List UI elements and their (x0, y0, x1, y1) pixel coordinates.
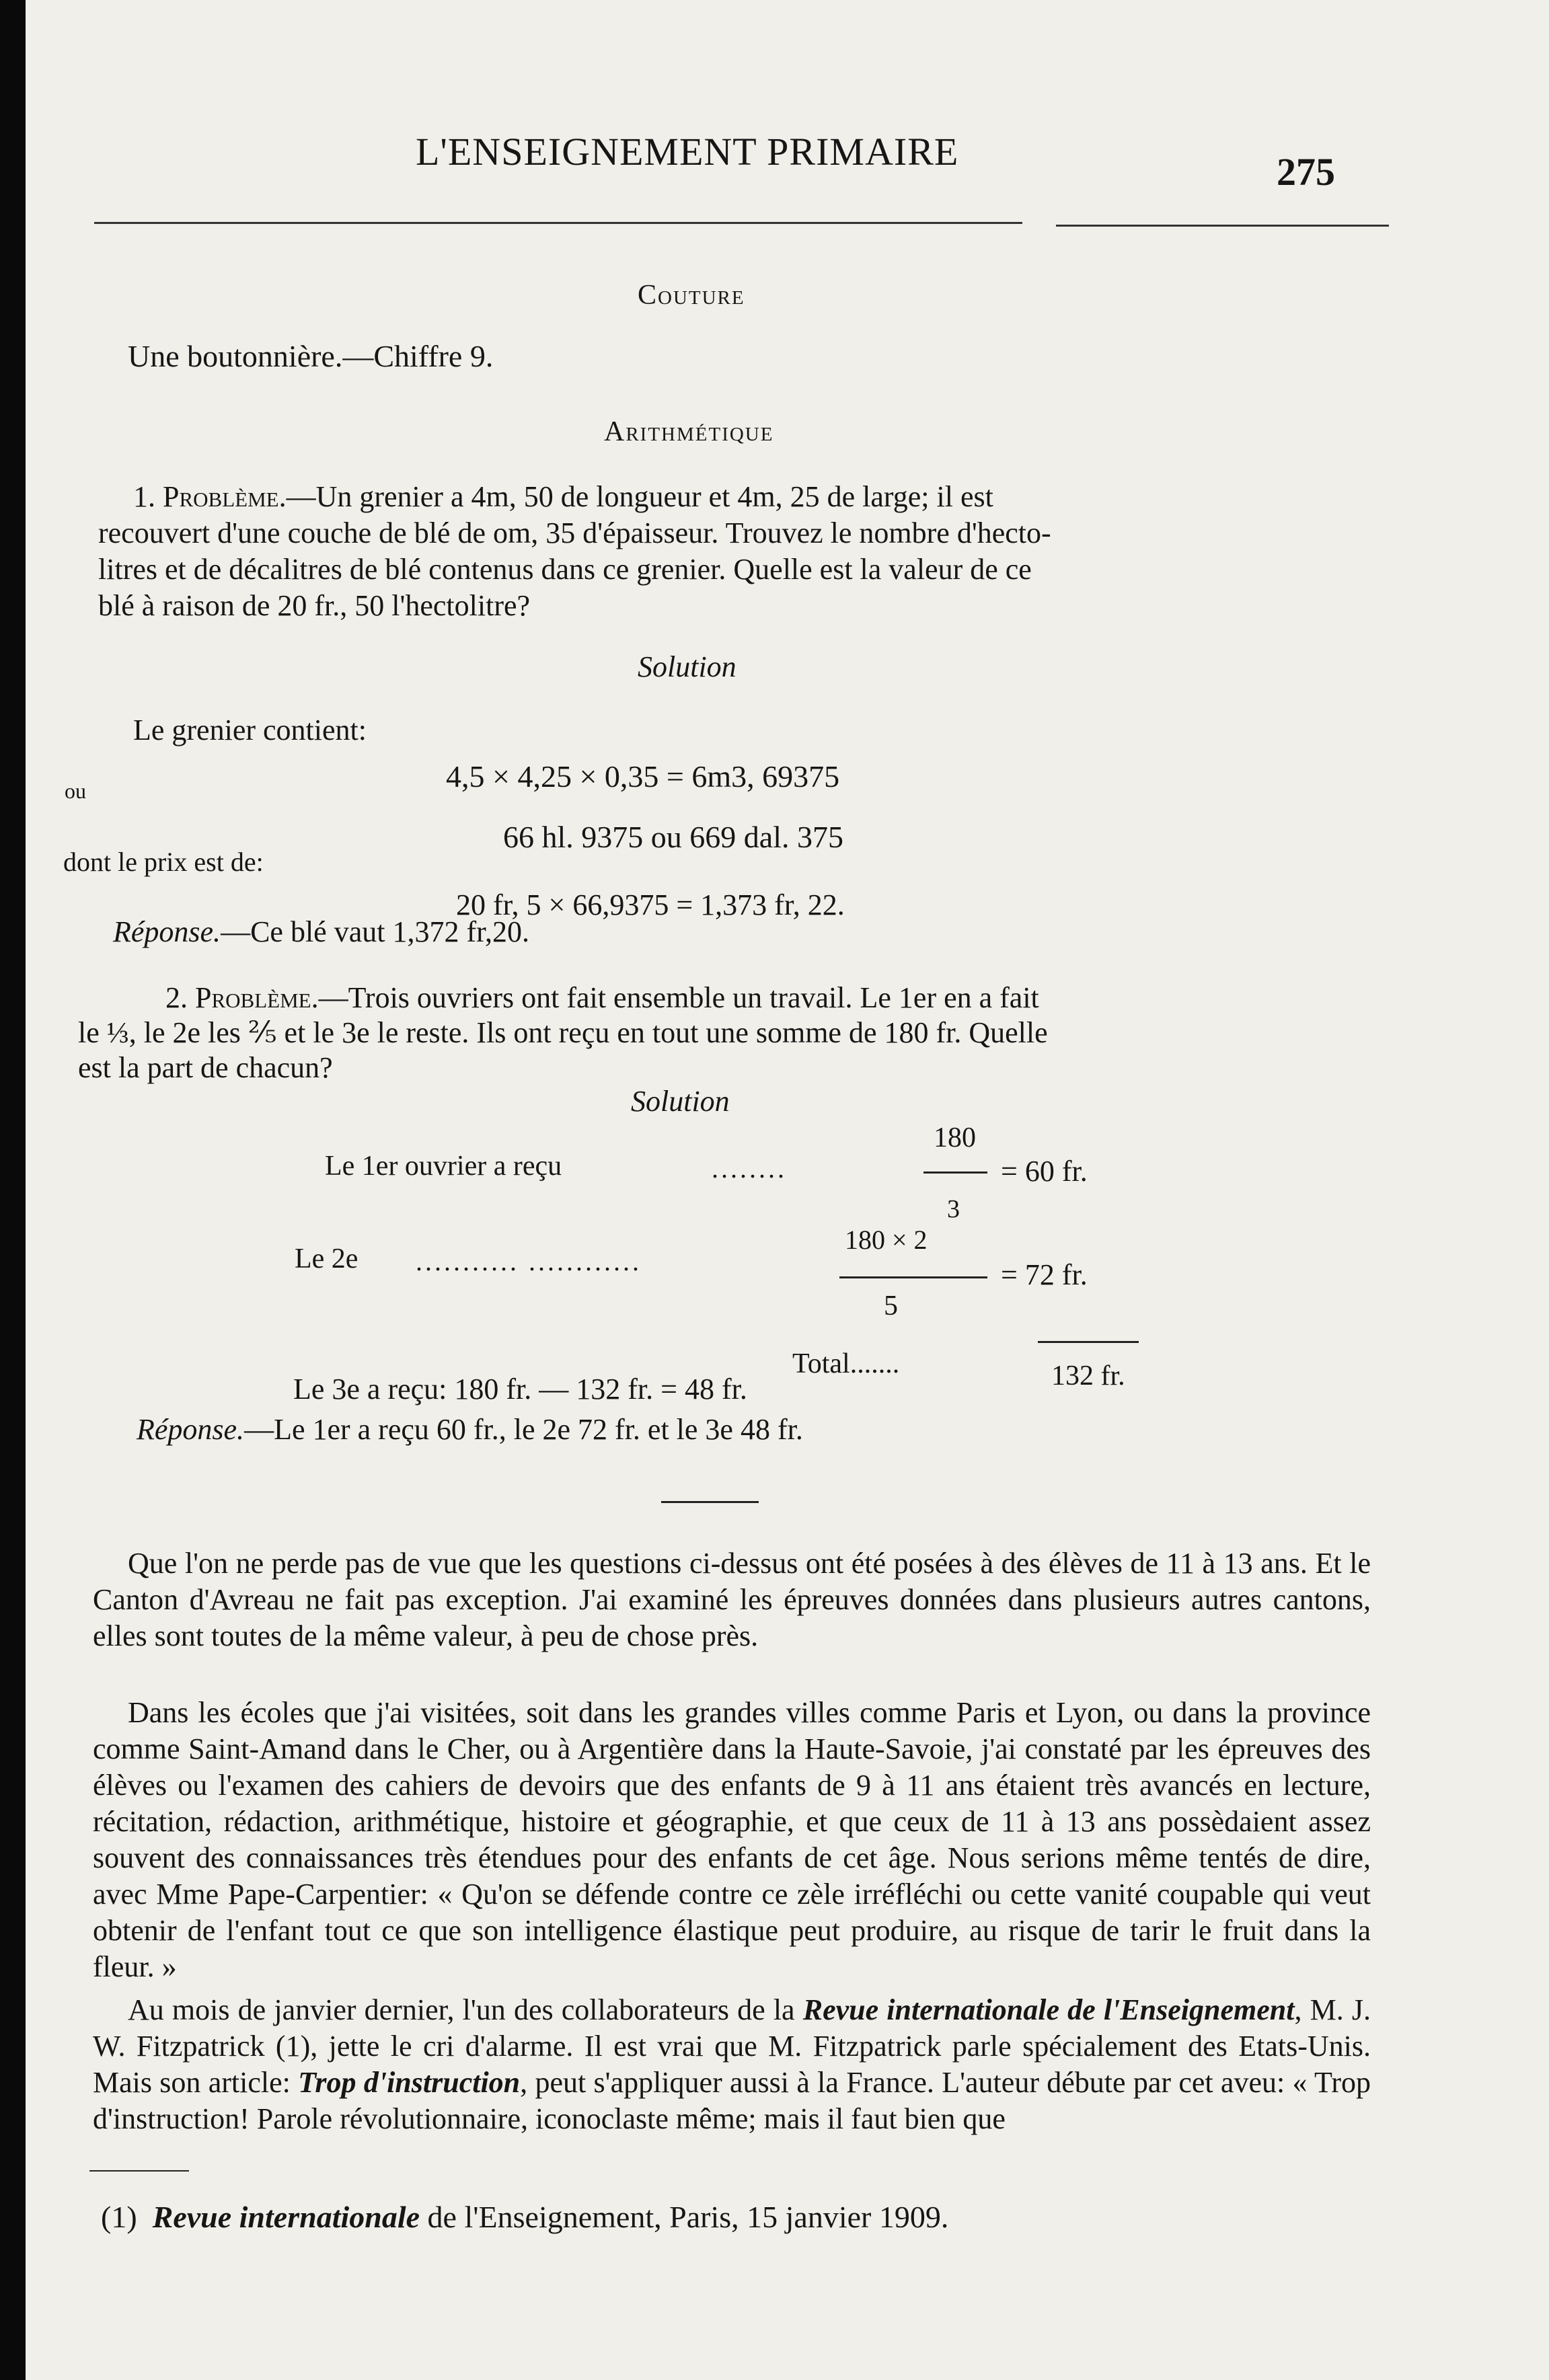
essay-paragraph-1: Que l'on ne perde pas de vue que les questions ci-dessus ont été posées à des élèves de 11 à 13 ans. Et le Canton d'Avreau ne fait pas exception. J'ai examiné les épreuves données dans plusieurs autres cantons, elles sont toutes de la même valeur, à peu de chose près. (93, 1547, 1371, 1652)
grenier-label: Le grenier contient: (133, 714, 367, 746)
couture-text: Une boutonnière.—Chiffre 9. (128, 339, 494, 373)
ou-label: ou (65, 779, 86, 803)
essay-text: , M. J. W. Fitzpatrick (1), jette le cri d'alarme. Il est vrai que M. Fitzpatrick parle spécialement des Etats-Unis. Mais son article: (93, 1993, 1371, 2099)
footnote-journal: Revue internationale (152, 2200, 420, 2234)
sum-rule (1038, 1341, 1139, 1343)
article-title: Trop d'instruction (298, 2066, 521, 2099)
fraction-bar (839, 1276, 987, 1278)
section-heading-couture: Couture (638, 280, 745, 311)
reponse-label: Réponse. (113, 915, 221, 948)
prix-label: dont le prix est de: (63, 847, 264, 877)
equation-capacity: 66 hl. 9375 ou 669 dal. 375 (503, 820, 843, 854)
problem-line: —Un grenier a 4m, 50 de longueur et 4m, 25 de large; il est (286, 480, 993, 513)
equation-volume: 4,5 × 4,25 × 0,35 = 6m3, 69375 (446, 759, 840, 794)
fraction-2-result: = 72 fr. (1001, 1258, 1088, 1291)
reponse-1 (113, 915, 529, 949)
header-rule-short (1056, 225, 1389, 227)
fraction-1-numerator: 180 (934, 1122, 976, 1153)
problem-line: recouvert d'une couche de blé de om, 35 d'épaisseur. Trouvez le nombre d'hecto- (98, 516, 1051, 549)
fraction-1-denominator: 3 (947, 1195, 960, 1223)
fraction-2-numerator: 180 × 2 (845, 1225, 928, 1255)
page-number: 275 (1277, 150, 1335, 194)
essay-paragraph-2: Dans les écoles que j'ai visitées, soit dans les grandes villes comme Paris et Lyon, ou dans la province comme Saint-Amand dans le Cher, ou à Argentière dans la Haute-Savoie, j'ai constaté par les épreuves des élèves ou l'examen des cahiers de devoirs que des enfants de 9 à 11 ans étaient très avancés en lecture, récitation, rédaction, arithmétique, histoire et géographie, et que ceux de 11 à 13 ans possèdaient assez souvent des connaissances très étendues pour des enfants de cet âge. Nous serions même tentés de dire, avec Mme Pape-Carpentier: « Qu'on se défende contre ce zèle irréfléchi ou cette vanité coupable qui veut obtenir de l'enfant tout ce que son intelligence élastique peut produire, au risque de tarir le fruit dans la fleur. » (93, 1696, 1371, 1983)
problem-line: litres et de décalitres de blé contenus dans ce grenier. Quelle est la valeur de ce (98, 553, 1032, 586)
fraction-1-result: = 60 fr. (1001, 1155, 1088, 1188)
book-page (26, 0, 1549, 2380)
total-label: Total....... (792, 1348, 900, 1379)
total-value: 132 fr. (1051, 1360, 1125, 1391)
essay-text: , peut s'appliquer aussi à la France. L'auteur débute par cet aveu: « Trop d'instruction! Parole révolutionnaire, iconoclaste même; mais il faut bien que (93, 2066, 1371, 2135)
header-rule (94, 222, 1022, 224)
reponse-2 (137, 1412, 803, 1447)
problem-line: —Trois ouvriers ont fait ensemble un travail. Le 1er en a fait (318, 981, 1039, 1014)
problem-label: Problème. (195, 981, 319, 1014)
problem-2 (78, 981, 1048, 1085)
footnote-text: de l'Enseignement, Paris, 15 janvier 1909. (427, 2200, 949, 2234)
problem-1 (98, 479, 1051, 624)
essay-text: Au mois de janvier dernier, l'un des collaborateurs de la (128, 1993, 803, 2026)
footnote-marker: (1) (101, 2200, 137, 2234)
running-head: L'ENSEIGNEMENT PRIMAIRE (416, 130, 959, 174)
row-2-dots: ........... ............ (416, 1246, 642, 1276)
journal-title: Revue internationale de l'Enseignement (802, 1993, 1295, 2026)
problem-line: est la part de chacun? (78, 1051, 333, 1084)
section-divider (661, 1501, 759, 1503)
solution-heading: Solution (638, 650, 736, 683)
row-2-label: Le 2e (295, 1243, 358, 1274)
footnote (101, 2199, 948, 2235)
problem-number: 2. (165, 981, 188, 1014)
reponse-label: Réponse. (137, 1413, 245, 1446)
problem-label: Problème. (163, 480, 287, 513)
row-3: Le 3e a reçu: 180 fr. — 132 fr. = 48 fr. (293, 1373, 747, 1406)
problem-number: 1. (133, 480, 155, 513)
row-1-dots: ........ (712, 1153, 787, 1184)
problem-line: le ⅓, le 2e les ⅖ et le 3e le reste. Ils ont reçu en tout une somme de 180 fr. Quelle (78, 1016, 1048, 1049)
problem-line: blé à raison de 20 fr., 50 l'hectolitre? (98, 589, 531, 622)
reponse-text: —Le 1er a reçu 60 fr., le 2e 72 fr. et le 3e 48 fr. (244, 1413, 803, 1446)
fraction-2-denominator: 5 (884, 1291, 898, 1321)
solution-heading-2: Solution (631, 1085, 730, 1118)
essay-paragraph-3 (93, 1992, 1371, 2137)
equation-price: 20 fr, 5 × 66,9375 = 1,373 fr, 22. (456, 888, 845, 921)
fraction-bar (923, 1172, 987, 1174)
row-1-label: Le 1er ouvrier a reçu (325, 1151, 562, 1182)
section-heading-arithmetique: Arithmétique (604, 416, 774, 447)
footnote-rule (89, 2170, 189, 2172)
reponse-text: —Ce blé vaut 1,372 fr,20. (221, 915, 529, 948)
